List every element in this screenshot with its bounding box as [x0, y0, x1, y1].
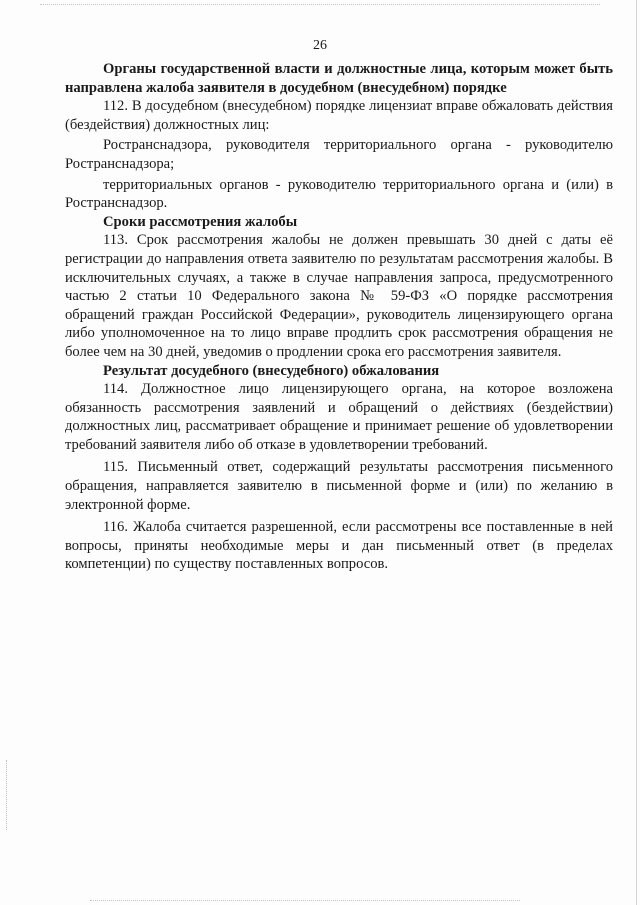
paragraph-113: 113. Срок рассмотрения жалобы не должен превышать 30 дней с даты её регистрации до направления ответа заявителю по результатам рассмотрения жалобы. В исключительных случаях, а также в случае направления запроса, предусмотренного частью 2 статьи 10 Федерального закона № 59-ФЗ «О порядке рассмотрения обращений граждан Российской Федерации», руководитель лицензирующего органа либо уполномоченное на то лицо вправе продлить срок рассмотрения обращения не более чем на 30 дней, уведомив о продлении срока его рассмотрения заявителя.	[65, 232, 613, 360]
paragraph-112: 112. В досудебном (внесудебном) порядке лицензиат вправе обжаловать действия (бездействия) должностных лиц:	[65, 98, 613, 133]
paragraph-116: 116. Жалоба считается разрешенной, если рассмотрены все поставленные в ней вопросы, приняты необходимые меры и дан письменный ответ (в пределах компетенции) по существу поставленных вопросов.	[65, 519, 613, 573]
document-body	[65, 60, 613, 574]
list-item-territorial-bodies: территориальных органов - руководителю территориального органа и (или) в Ространснадзор.	[65, 176, 613, 212]
top-scan-edge	[40, 4, 600, 5]
heading-appeal-bodies: Органы государственной власти и должностные лица, которым может быть направлена жалоба заявителя в досудебном (внесудебном) порядке	[65, 61, 613, 96]
page-number: 26	[313, 38, 327, 53]
bottom-scan-edge	[90, 900, 520, 901]
heading-result: Результат досудебного (внесудебного) обжалования	[103, 362, 440, 379]
paragraph-115: 115. Письменный ответ, содержащий результаты рассмотрения письменного обращения, направляется заявителю в письменной форме и (или) по желанию в электронной форме.	[65, 459, 613, 513]
heading-terms: Сроки рассмотрения жалобы	[103, 213, 298, 230]
left-scan-marks	[6, 760, 7, 830]
right-scan-edge	[636, 0, 637, 905]
paragraph-114: 114. Должностное лицо лицензирующего органа, на которое возложена обязанность рассмотрения заявлений и обращений о действиях (бездействии) должностных лиц, рассматривает обращение и принимает решение об удовлетворении требований заявителя либо об отказе в удовлетворении требований.	[65, 381, 613, 453]
list-item-rostransnadzor: Ространснадзора, руководителя территориального органа - руководителю Ространснадзора;	[65, 137, 613, 172]
